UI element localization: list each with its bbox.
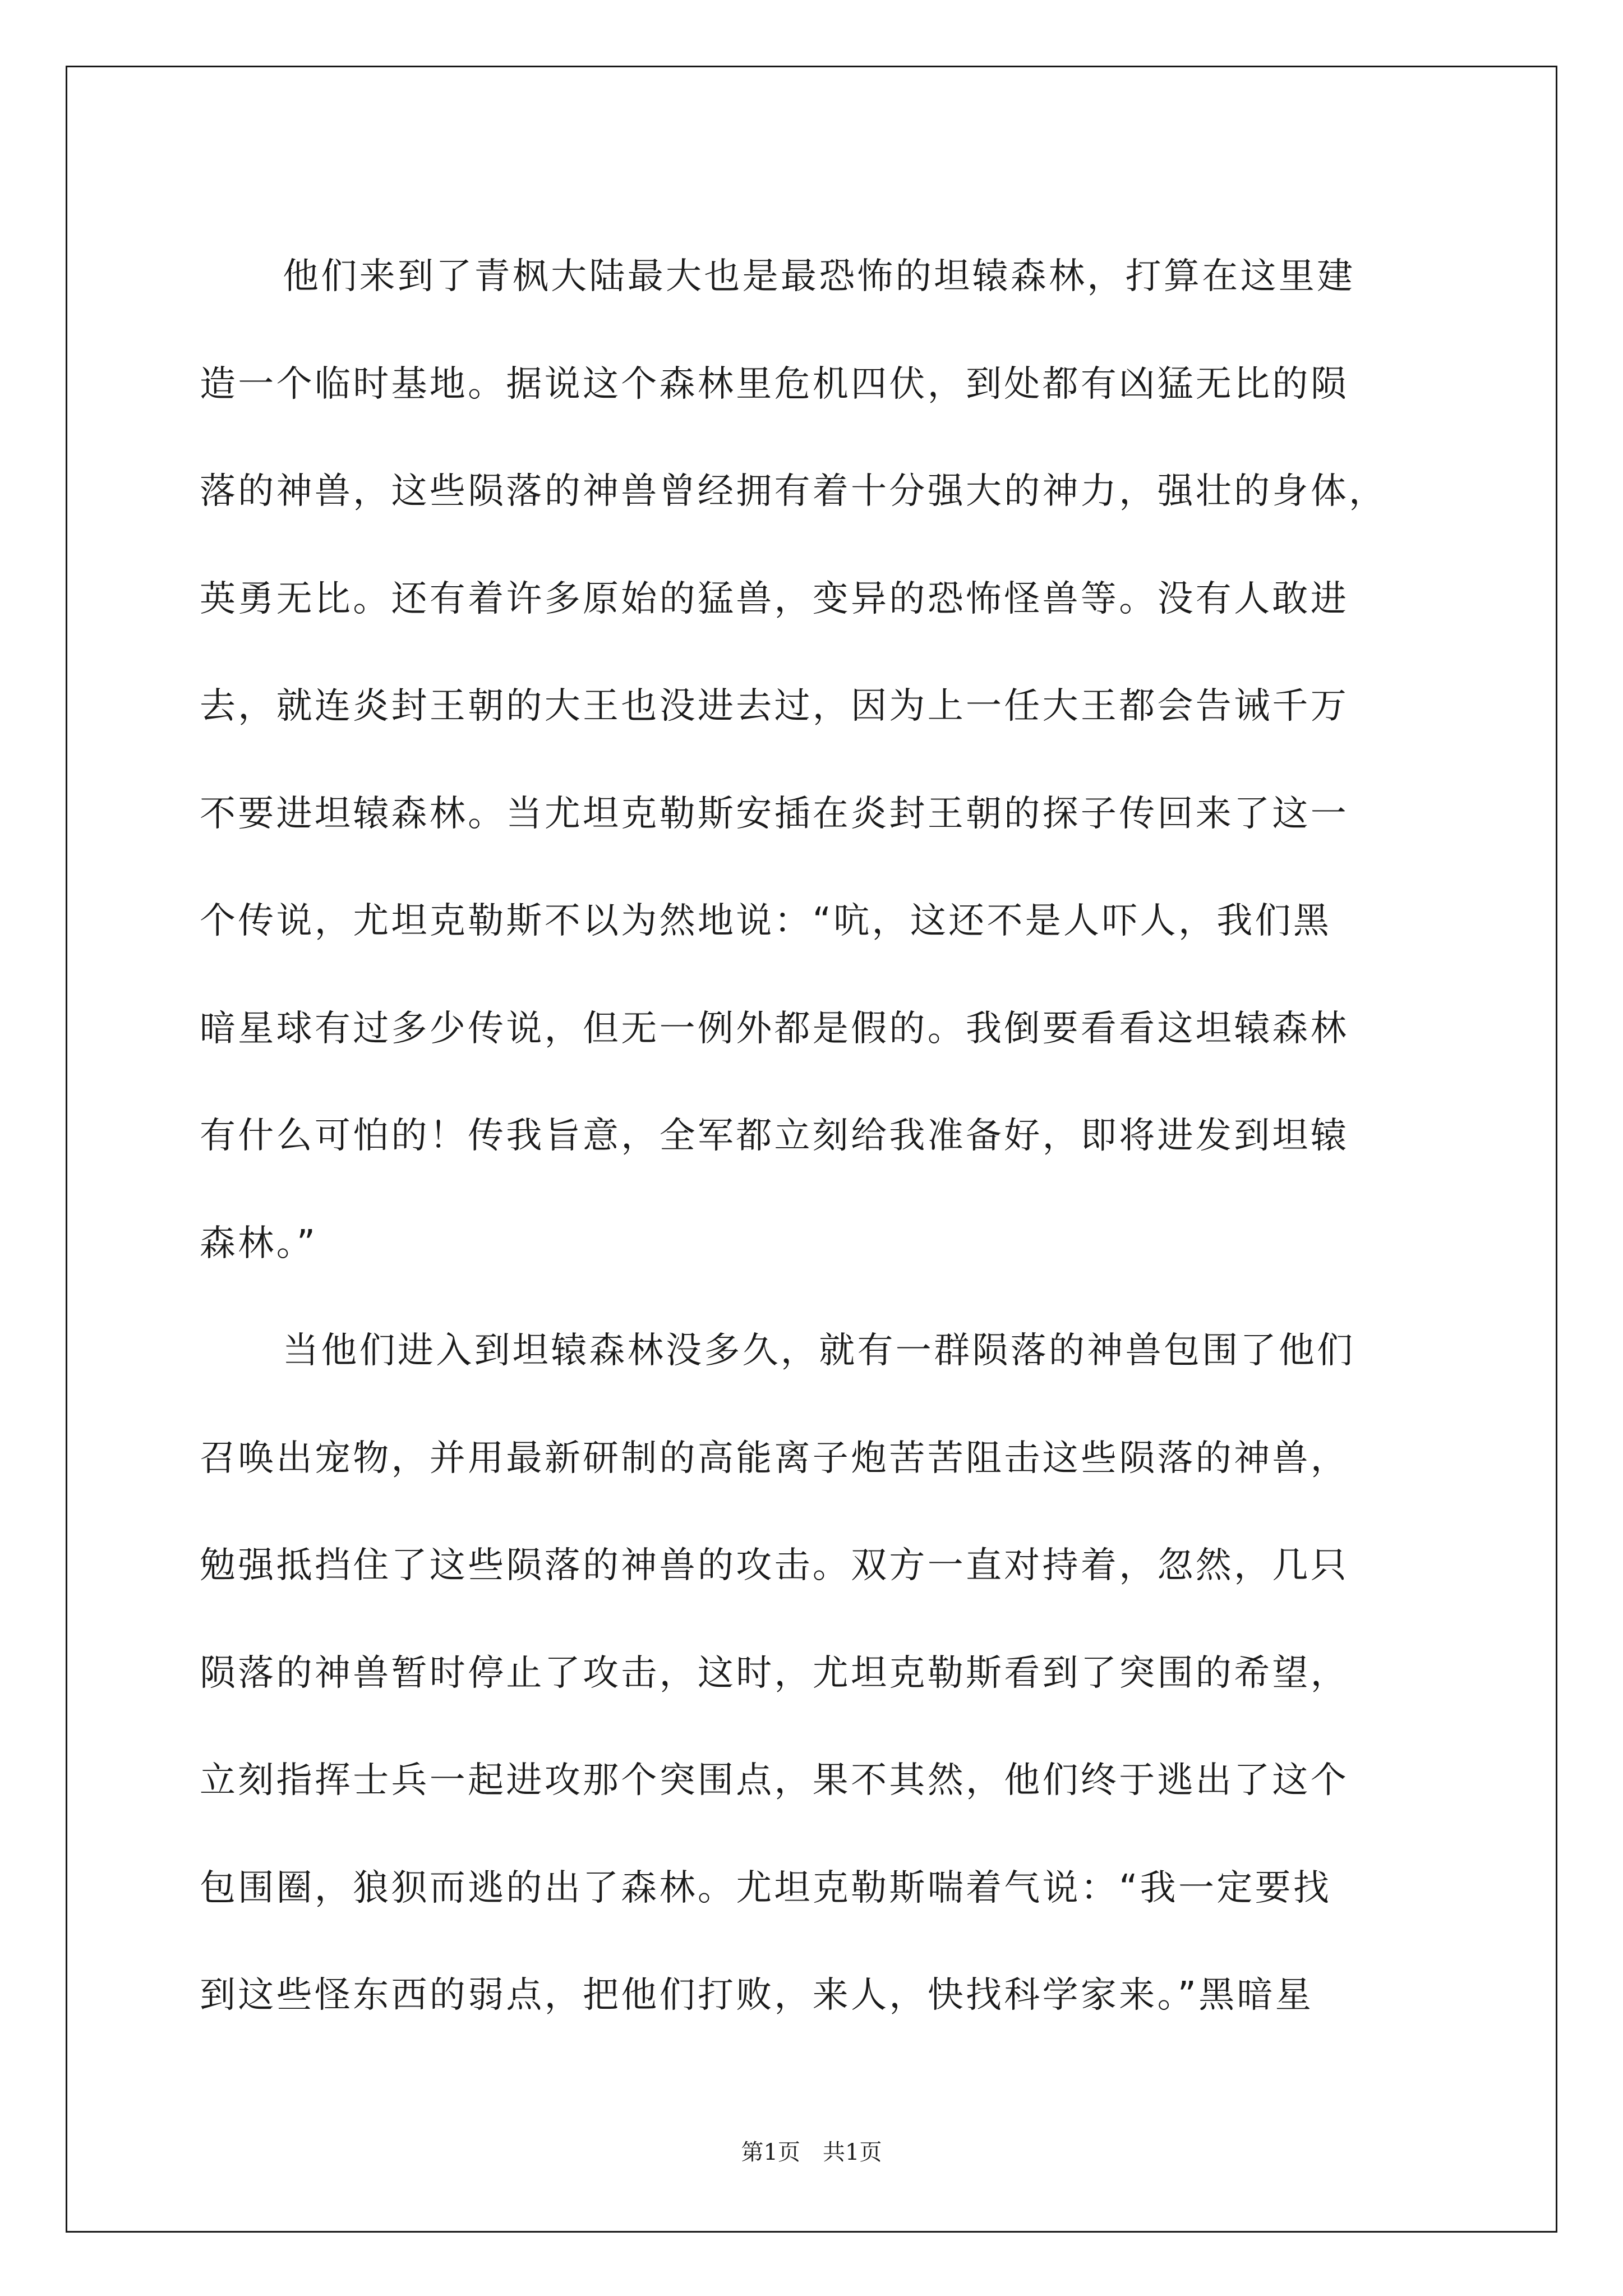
text-line: 当他们进入到坦辕森林没多久，就有一群陨落的神兽包围了他们 xyxy=(283,1330,1355,1372)
text-line: 英勇无比。还有着许多原始的猛兽，变异的恐怖怪兽等。没有人敢进 xyxy=(200,578,1349,620)
text-line: 落的神兽，这些陨落的神兽曾经拥有着十分强大的神力，强壮的身体， xyxy=(200,471,1387,512)
text-line: 暗星球有过多少传说，但无一例外都是假的。我倒要看看这坦辕森林 xyxy=(200,1007,1349,1050)
text-line: 造一个临时基地。据说这个森林里危机四伏，到处都有凶猛无比的陨 xyxy=(200,363,1349,405)
text-line: 立刻指挥士兵一起进攻那个突围点，果不其然，他们终于逃出了这个 xyxy=(200,1760,1349,1801)
page-footer xyxy=(0,2134,1623,2166)
paragraph-2 xyxy=(200,1297,1433,2050)
paragraph-1 xyxy=(200,223,1433,1297)
text-line: 有什么可怕的！传我旨意，全军都立刻给我准备好，即将进发到坦辕 xyxy=(200,1115,1349,1157)
text-line: 召唤出宠物，并用最新研制的高能离子炮苦苦阻击这些陨落的神兽， xyxy=(200,1437,1349,1479)
text-line: 陨落的神兽暂时停止了攻击，这时，尤坦克勒斯看到了突围的希望， xyxy=(200,1652,1349,1694)
text-line: 勉强抵挡住了这些陨落的神兽的攻击。双方一直对持着，忽然，几只 xyxy=(200,1545,1349,1586)
text-line: 到这些怪东西的弱点，把他们打败，来人，快找科学家来。”黑暗星 xyxy=(200,1975,1314,2016)
text-line: 个传说，尤坦克勒斯不以为然地说：“吭，这还不是人吓人，我们黑 xyxy=(200,900,1332,942)
text-line: 包围圈，狼狈而逃的出了森林。尤坦克勒斯喘着气说：“我一定要找 xyxy=(200,1867,1332,1909)
text-line: 不要进坦辕森林。当尤坦克勒斯安插在炎封王朝的探子传回来了这一 xyxy=(200,793,1349,835)
document-body xyxy=(200,223,1433,2050)
text-line: 森林。” xyxy=(200,1222,318,1264)
text-line: 去，就连炎封王朝的大王也没进去过，因为上一任大王都会告诫千万 xyxy=(200,685,1349,727)
text-line: 他们来到了青枫大陆最大也是最恐怖的坦辕森林，打算在这里建 xyxy=(283,256,1355,297)
page-number-label: 第1页 共1页 xyxy=(741,2139,882,2165)
